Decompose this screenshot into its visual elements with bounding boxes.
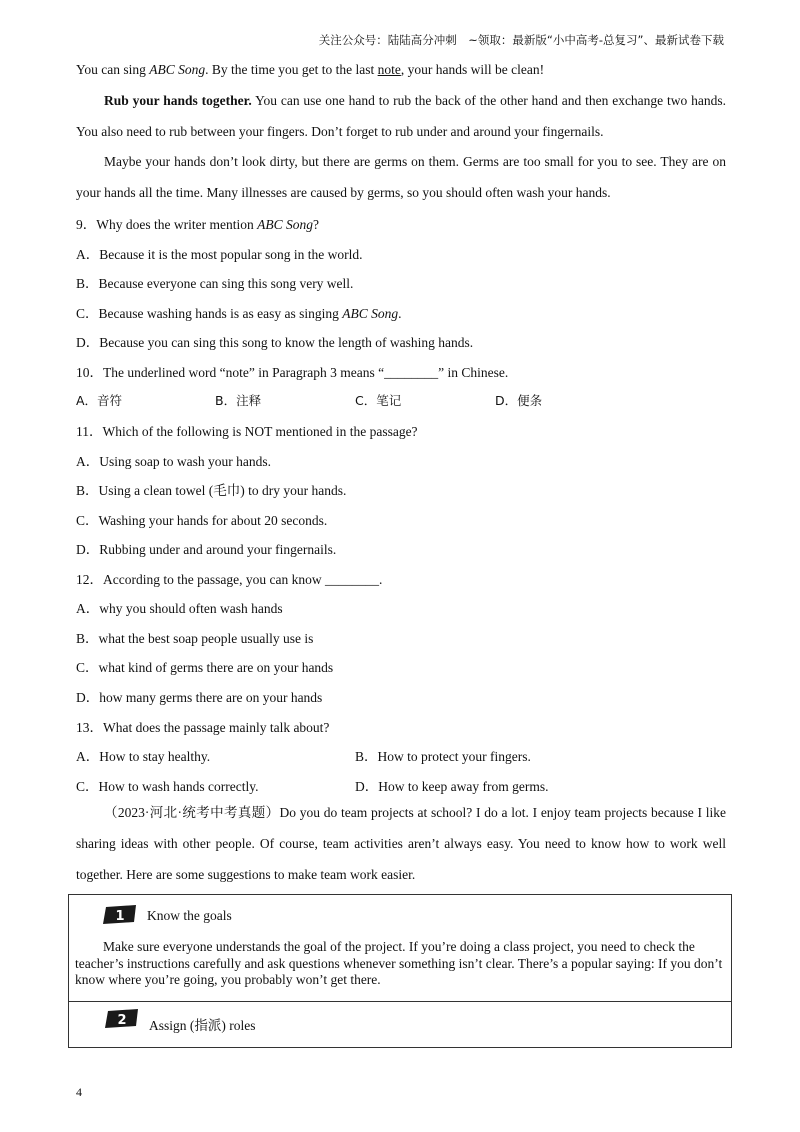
question-11-option-c: C．Washing your hands for about 20 seconds. xyxy=(76,513,328,528)
question-12-option-c: C．what kind of germs there are on your hands xyxy=(76,660,334,675)
passage-germs-paragraph: Maybe your hands don’t look dirty, but there are germs on them. Germs are too small for you to see. They are on your hands all the time. Many illnesses are caused by germs, so you should often wash your hands. xyxy=(76,154,726,200)
question-11-option-a: A．Using soap to wash your hands. xyxy=(76,454,271,469)
passage-2-intro: （2023·河北·统考中考真题）Do you do team projects at school? I do a lot. I enjoy team projects because I like sharing ideas with other people. Of course, team activities aren’t always easy. You need to know how to work well together. Here are some suggestions to make team work easier. xyxy=(76,805,726,882)
question-12-option-d: D．how many germs there are on your hands xyxy=(76,690,323,705)
badge-number: 2 xyxy=(117,1013,127,1028)
question-9-option-b: B．Because everyone can sing this song very well. xyxy=(76,276,354,291)
question-10-option-c: C．笔记 xyxy=(355,393,402,408)
question-9-option-d: D．Because you can sing this song to know the length of washing hands. xyxy=(76,335,474,350)
question-13-option-c: C．How to wash hands correctly. xyxy=(76,779,259,794)
question-12-option-a: A．why you should often wash hands xyxy=(76,601,283,616)
badge-number: 1 xyxy=(115,909,125,924)
badge-shape-icon xyxy=(103,905,137,925)
question-11-option-b: B．Using a clean towel (毛巾) to dry your hands. xyxy=(76,483,347,498)
number-badge-1 xyxy=(103,905,137,925)
question-10-option-d: D．便条 xyxy=(495,393,543,408)
tip-divider xyxy=(69,1001,731,1002)
question-10-option-a: A．音符 xyxy=(76,393,123,408)
question-13-option-d: D．How to keep away from germs. xyxy=(355,779,549,794)
question-9-stem: 9．Why does the writer mention ABC Song? xyxy=(76,217,319,232)
tips-box xyxy=(68,894,732,1048)
question-9-option-a: A．Because it is the most popular song in the world. xyxy=(76,247,363,262)
header-note: 关注公众号：陆陆高分冲刺 ~领取：最新版“小中高考-总复习”、最新试卷下载 xyxy=(318,33,724,47)
tip-1-text: Make sure everyone understands the goal of the project. If you’re doing a class project, you need to check the teacher’s instructions carefully and ask questions whenever something isn’t clear. There’s a popular saying: If you don’t know where you’re going, you probably won’t get there. xyxy=(75,939,723,987)
question-13-stem: 13．What does the passage mainly talk about? xyxy=(76,720,330,735)
question-10-option-b: B．注释 xyxy=(215,393,262,408)
badge-shape-icon xyxy=(105,1009,139,1029)
page-number: 4 xyxy=(76,1085,82,1099)
question-12-option-b: B．what the best soap people usually use is xyxy=(76,631,314,646)
question-13-option-a: A．How to stay healthy. xyxy=(76,749,211,764)
question-9-option-c: C．Because washing hands is as easy as singing ABC Song. xyxy=(76,306,402,321)
passage-rub-paragraph: Rub your hands together. You can use one hand to rub the back of the other hand and then exchange two hands. You also need to rub between your fingers. Don’t forget to rub under and around your fingernails. xyxy=(76,93,726,139)
question-11-stem: 11．Which of the following is NOT mentioned in the passage? xyxy=(76,424,418,439)
question-13-option-b: B．How to protect your fingers. xyxy=(355,749,531,764)
question-12-stem: 12．According to the passage, you can know ________. xyxy=(76,572,383,587)
number-badge-2 xyxy=(105,1009,139,1029)
tip-1-heading: Know the goals xyxy=(147,908,232,923)
question-11-option-d: D．Rubbing under and around your fingernails. xyxy=(76,542,337,557)
question-10-stem: 10．The underlined word “note” in Paragraph 3 means “________” in Chinese. xyxy=(76,365,509,380)
tip-2-heading: Assign (指派) roles xyxy=(149,1018,256,1033)
underlined-word-note: note xyxy=(377,62,401,77)
passage-song-line: You can sing ABC Song. By the time you get to the last note, your hands will be clean! xyxy=(76,62,545,77)
